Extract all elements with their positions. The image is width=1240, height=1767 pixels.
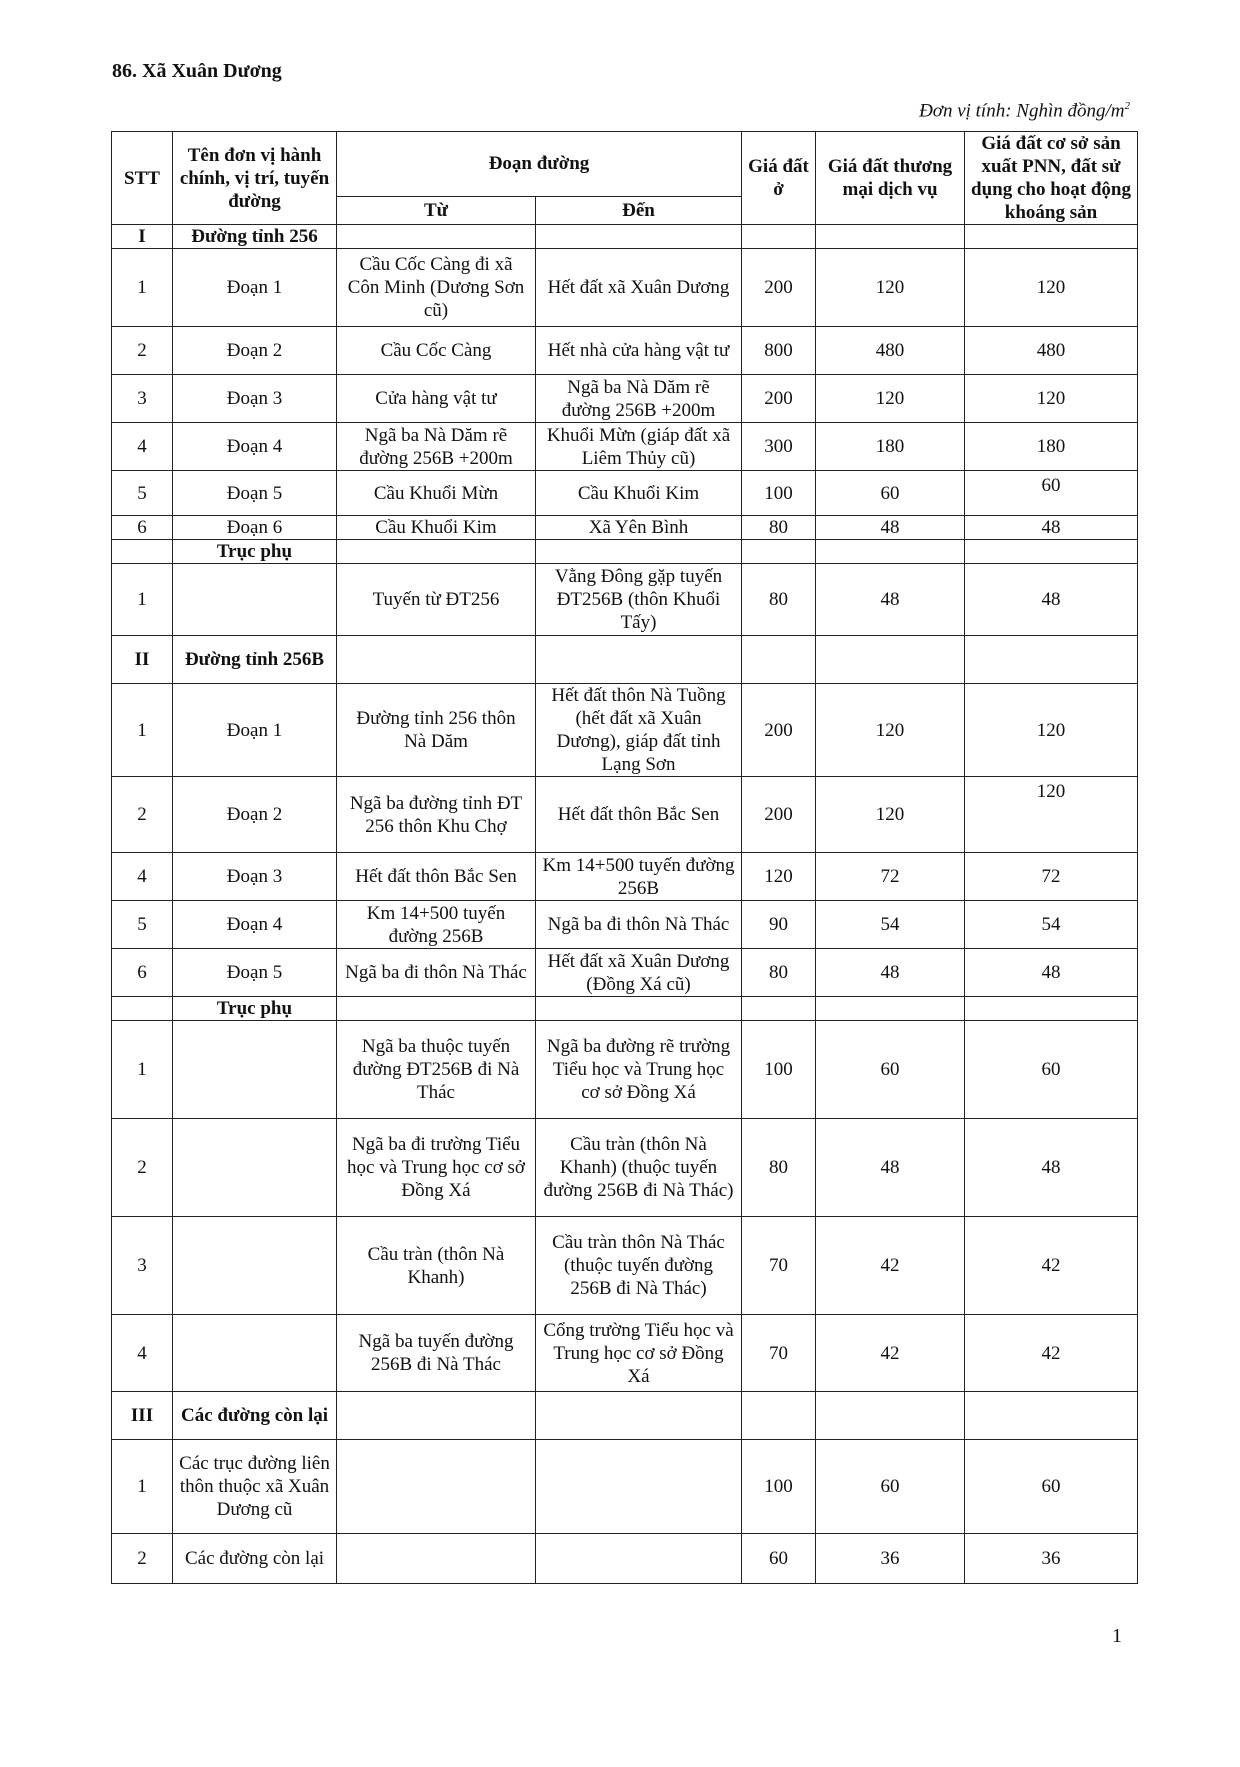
cell-production: 120 bbox=[965, 777, 1138, 853]
cell-from: Cầu Khuổi Mừn bbox=[337, 471, 536, 516]
header-stt: STT bbox=[112, 132, 173, 225]
cell-to: Vằng Đông gặp tuyến ĐT256B (thôn Khuổi Tấy) bbox=[536, 564, 742, 636]
cell-stt: 1 bbox=[112, 1440, 173, 1534]
cell-stt: 5 bbox=[112, 901, 173, 949]
cell-production: 72 bbox=[965, 853, 1138, 901]
cell-to: Cầu tràn (thôn Nà Khanh) (thuộc tuyến đường 256B đi Nà Thác) bbox=[536, 1119, 742, 1217]
land-price-table bbox=[111, 131, 1138, 1584]
cell-name: Đường tỉnh 256 bbox=[173, 225, 337, 249]
cell-stt: III bbox=[112, 1392, 173, 1440]
cell-to: Ngã ba đi thôn Nà Thác bbox=[536, 901, 742, 949]
cell-residential: 60 bbox=[742, 1534, 816, 1584]
cell-name: Đoạn 3 bbox=[173, 853, 337, 901]
cell-stt: 2 bbox=[112, 777, 173, 853]
cell-from bbox=[337, 997, 536, 1021]
cell-name: Trục phụ bbox=[173, 997, 337, 1021]
cell-to bbox=[536, 636, 742, 684]
table-row bbox=[112, 423, 1138, 471]
table-section-row bbox=[112, 1392, 1138, 1440]
cell-residential: 200 bbox=[742, 777, 816, 853]
cell-stt bbox=[112, 997, 173, 1021]
table-row bbox=[112, 375, 1138, 423]
cell-to: Xã Yên Bình bbox=[536, 516, 742, 540]
header-production: Giá đất cơ sở sản xuất PNN, đất sử dụng cho hoạt động khoáng sản bbox=[965, 132, 1138, 225]
table-row bbox=[112, 471, 1138, 516]
cell-stt: 6 bbox=[112, 516, 173, 540]
cell-production: 48 bbox=[965, 949, 1138, 997]
header-name: Tên đơn vị hành chính, vị trí, tuyến đường bbox=[173, 132, 337, 225]
cell-production: 42 bbox=[965, 1217, 1138, 1315]
table-section-row bbox=[112, 997, 1138, 1021]
cell-to bbox=[536, 1440, 742, 1534]
cell-from: Hết đất thôn Bắc Sen bbox=[337, 853, 536, 901]
page-number: 1 bbox=[1112, 1625, 1122, 1647]
cell-name: Các đường còn lại bbox=[173, 1392, 337, 1440]
table-row bbox=[112, 1119, 1138, 1217]
cell-from bbox=[337, 225, 536, 249]
cell-commercial bbox=[816, 540, 965, 564]
page-title: 86. Xã Xuân Dương bbox=[112, 60, 282, 82]
cell-production: 120 bbox=[965, 375, 1138, 423]
cell-from: Cầu Cốc Càng bbox=[337, 327, 536, 375]
cell-to: Hết đất xã Xuân Dương (Đồng Xá cũ) bbox=[536, 949, 742, 997]
cell-production: 480 bbox=[965, 327, 1138, 375]
cell-stt: 2 bbox=[112, 1534, 173, 1584]
cell-to: Cổng trường Tiểu học và Trung học cơ sở Đồng Xá bbox=[536, 1315, 742, 1392]
cell-from: Km 14+500 tuyến đường 256B bbox=[337, 901, 536, 949]
cell-to: Hết đất thôn Bắc Sen bbox=[536, 777, 742, 853]
cell-name: Trục phụ bbox=[173, 540, 337, 564]
cell-from bbox=[337, 1392, 536, 1440]
cell-residential bbox=[742, 540, 816, 564]
cell-from: Cầu tràn (thôn Nà Khanh) bbox=[337, 1217, 536, 1315]
cell-stt bbox=[112, 540, 173, 564]
table-row bbox=[112, 327, 1138, 375]
table-row bbox=[112, 901, 1138, 949]
header-residential: Giá đất ở bbox=[742, 132, 816, 225]
cell-residential bbox=[742, 636, 816, 684]
cell-commercial bbox=[816, 1392, 965, 1440]
cell-from: Ngã ba đi thôn Nà Thác bbox=[337, 949, 536, 997]
cell-to: Hết nhà cửa hàng vật tư bbox=[536, 327, 742, 375]
cell-commercial: 180 bbox=[816, 423, 965, 471]
cell-production: 48 bbox=[965, 1119, 1138, 1217]
header-to: Đến bbox=[536, 196, 742, 224]
cell-production: 60 bbox=[965, 1440, 1138, 1534]
cell-from: Cầu Cốc Càng đi xã Côn Minh (Dương Sơn cũ) bbox=[337, 249, 536, 327]
cell-residential: 100 bbox=[742, 1440, 816, 1534]
cell-commercial: 60 bbox=[816, 471, 965, 516]
cell-name bbox=[173, 1315, 337, 1392]
cell-residential: 200 bbox=[742, 375, 816, 423]
cell-from: Ngã ba đường tỉnh ĐT 256 thôn Khu Chợ bbox=[337, 777, 536, 853]
cell-residential: 800 bbox=[742, 327, 816, 375]
table-section-row bbox=[112, 225, 1138, 249]
cell-commercial: 48 bbox=[816, 564, 965, 636]
cell-stt: 6 bbox=[112, 949, 173, 997]
table-row bbox=[112, 853, 1138, 901]
cell-stt: 1 bbox=[112, 564, 173, 636]
cell-production bbox=[965, 540, 1138, 564]
table-row bbox=[112, 1534, 1138, 1584]
table-section-row bbox=[112, 540, 1138, 564]
cell-residential: 90 bbox=[742, 901, 816, 949]
cell-stt: 1 bbox=[112, 1021, 173, 1119]
cell-from bbox=[337, 1534, 536, 1584]
cell-commercial: 120 bbox=[816, 777, 965, 853]
cell-production: 36 bbox=[965, 1534, 1138, 1584]
cell-residential: 200 bbox=[742, 684, 816, 777]
cell-residential bbox=[742, 225, 816, 249]
cell-name: Đoạn 4 bbox=[173, 423, 337, 471]
cell-commercial: 48 bbox=[816, 1119, 965, 1217]
header-from: Từ bbox=[337, 196, 536, 224]
cell-from bbox=[337, 636, 536, 684]
table-row bbox=[112, 777, 1138, 853]
cell-commercial: 60 bbox=[816, 1440, 965, 1534]
cell-name: Các đường còn lại bbox=[173, 1534, 337, 1584]
cell-residential: 80 bbox=[742, 949, 816, 997]
cell-residential: 300 bbox=[742, 423, 816, 471]
cell-to: Ngã ba Nà Dăm rẽ đường 256B +200m bbox=[536, 375, 742, 423]
cell-to bbox=[536, 997, 742, 1021]
cell-commercial: 48 bbox=[816, 516, 965, 540]
cell-from: Ngã ba tuyến đường 256B đi Nà Thác bbox=[337, 1315, 536, 1392]
table-body bbox=[112, 225, 1138, 1584]
cell-commercial: 54 bbox=[816, 901, 965, 949]
cell-name: Đường tỉnh 256B bbox=[173, 636, 337, 684]
cell-from: Ngã ba Nà Dăm rẽ đường 256B +200m bbox=[337, 423, 536, 471]
cell-name: Đoạn 6 bbox=[173, 516, 337, 540]
cell-stt: 4 bbox=[112, 423, 173, 471]
cell-residential: 70 bbox=[742, 1217, 816, 1315]
cell-name: Đoạn 1 bbox=[173, 684, 337, 777]
cell-commercial: 60 bbox=[816, 1021, 965, 1119]
cell-from bbox=[337, 1440, 536, 1534]
cell-name: Đoạn 2 bbox=[173, 777, 337, 853]
cell-commercial: 120 bbox=[816, 375, 965, 423]
table-row bbox=[112, 1217, 1138, 1315]
cell-residential bbox=[742, 1392, 816, 1440]
table-row bbox=[112, 1021, 1138, 1119]
cell-name bbox=[173, 1217, 337, 1315]
unit-label bbox=[919, 100, 1130, 122]
cell-residential: 100 bbox=[742, 471, 816, 516]
cell-from: Ngã ba thuộc tuyến đường ĐT256B đi Nà Thác bbox=[337, 1021, 536, 1119]
cell-residential: 80 bbox=[742, 1119, 816, 1217]
cell-name: Các trục đường liên thôn thuộc xã Xuân Dương cũ bbox=[173, 1440, 337, 1534]
cell-stt: I bbox=[112, 225, 173, 249]
cell-production: 42 bbox=[965, 1315, 1138, 1392]
cell-production: 60 bbox=[965, 471, 1138, 516]
cell-name: Đoạn 5 bbox=[173, 949, 337, 997]
cell-to: Hết đất thôn Nà Tuồng (hết đất xã Xuân Dương), giáp đất tỉnh Lạng Sơn bbox=[536, 684, 742, 777]
cell-to bbox=[536, 225, 742, 249]
cell-production: 120 bbox=[965, 249, 1138, 327]
cell-name: Đoạn 2 bbox=[173, 327, 337, 375]
cell-name bbox=[173, 1021, 337, 1119]
cell-stt: 2 bbox=[112, 327, 173, 375]
header-commercial: Giá đất thương mại dịch vụ bbox=[816, 132, 965, 225]
cell-commercial: 42 bbox=[816, 1217, 965, 1315]
table-row bbox=[112, 684, 1138, 777]
cell-production: 60 bbox=[965, 1021, 1138, 1119]
cell-stt: 3 bbox=[112, 375, 173, 423]
cell-to: Ngã ba đường rẽ trường Tiểu học và Trung học cơ sở Đồng Xá bbox=[536, 1021, 742, 1119]
cell-name: Đoạn 1 bbox=[173, 249, 337, 327]
cell-from: Cầu Khuổi Kim bbox=[337, 516, 536, 540]
cell-commercial: 72 bbox=[816, 853, 965, 901]
cell-production bbox=[965, 1392, 1138, 1440]
cell-production: 48 bbox=[965, 516, 1138, 540]
cell-to: Khuổi Mừn (giáp đất xã Liêm Thủy cũ) bbox=[536, 423, 742, 471]
cell-from: Tuyến từ ĐT256 bbox=[337, 564, 536, 636]
table-row bbox=[112, 1440, 1138, 1534]
cell-from: Cửa hàng vật tư bbox=[337, 375, 536, 423]
cell-production bbox=[965, 636, 1138, 684]
cell-commercial bbox=[816, 997, 965, 1021]
cell-residential: 100 bbox=[742, 1021, 816, 1119]
cell-residential: 70 bbox=[742, 1315, 816, 1392]
cell-residential: 80 bbox=[742, 564, 816, 636]
cell-production bbox=[965, 997, 1138, 1021]
cell-production: 180 bbox=[965, 423, 1138, 471]
cell-production: 54 bbox=[965, 901, 1138, 949]
cell-commercial: 480 bbox=[816, 327, 965, 375]
cell-residential: 80 bbox=[742, 516, 816, 540]
cell-stt: 4 bbox=[112, 853, 173, 901]
table-row bbox=[112, 949, 1138, 997]
cell-stt: II bbox=[112, 636, 173, 684]
cell-commercial: 48 bbox=[816, 949, 965, 997]
cell-stt: 4 bbox=[112, 1315, 173, 1392]
cell-commercial: 42 bbox=[816, 1315, 965, 1392]
cell-to: Km 14+500 tuyến đường 256B bbox=[536, 853, 742, 901]
cell-to: Cầu Khuổi Kim bbox=[536, 471, 742, 516]
cell-name: Đoạn 3 bbox=[173, 375, 337, 423]
unit-superscript: 2 bbox=[1124, 100, 1130, 112]
cell-from: Đường tỉnh 256 thôn Nà Dăm bbox=[337, 684, 536, 777]
cell-stt: 5 bbox=[112, 471, 173, 516]
cell-to: Cầu tràn thôn Nà Thác (thuộc tuyến đường 256B đi Nà Thác) bbox=[536, 1217, 742, 1315]
cell-production bbox=[965, 225, 1138, 249]
cell-residential bbox=[742, 997, 816, 1021]
cell-to bbox=[536, 1392, 742, 1440]
cell-production: 48 bbox=[965, 564, 1138, 636]
cell-stt: 1 bbox=[112, 249, 173, 327]
cell-stt: 2 bbox=[112, 1119, 173, 1217]
cell-commercial: 120 bbox=[816, 684, 965, 777]
cell-to: Hết đất xã Xuân Dương bbox=[536, 249, 742, 327]
table-section-row bbox=[112, 636, 1138, 684]
cell-commercial bbox=[816, 636, 965, 684]
table-row bbox=[112, 564, 1138, 636]
cell-to bbox=[536, 1534, 742, 1584]
cell-residential: 120 bbox=[742, 853, 816, 901]
cell-commercial: 36 bbox=[816, 1534, 965, 1584]
cell-stt: 1 bbox=[112, 684, 173, 777]
cell-name: Đoạn 4 bbox=[173, 901, 337, 949]
cell-from bbox=[337, 540, 536, 564]
unit-text: Đơn vị tính: Nghìn đồng/m bbox=[919, 100, 1125, 122]
table-row bbox=[112, 516, 1138, 540]
cell-commercial: 120 bbox=[816, 249, 965, 327]
cell-to bbox=[536, 540, 742, 564]
cell-name bbox=[173, 1119, 337, 1217]
header-segment: Đoạn đường bbox=[337, 132, 742, 197]
cell-commercial bbox=[816, 225, 965, 249]
cell-name: Đoạn 5 bbox=[173, 471, 337, 516]
table-row bbox=[112, 1315, 1138, 1392]
cell-name bbox=[173, 564, 337, 636]
table-row bbox=[112, 249, 1138, 327]
cell-residential: 200 bbox=[742, 249, 816, 327]
cell-from: Ngã ba đi trường Tiểu học và Trung học cơ sở Đồng Xá bbox=[337, 1119, 536, 1217]
cell-stt: 3 bbox=[112, 1217, 173, 1315]
cell-production: 120 bbox=[965, 684, 1138, 777]
